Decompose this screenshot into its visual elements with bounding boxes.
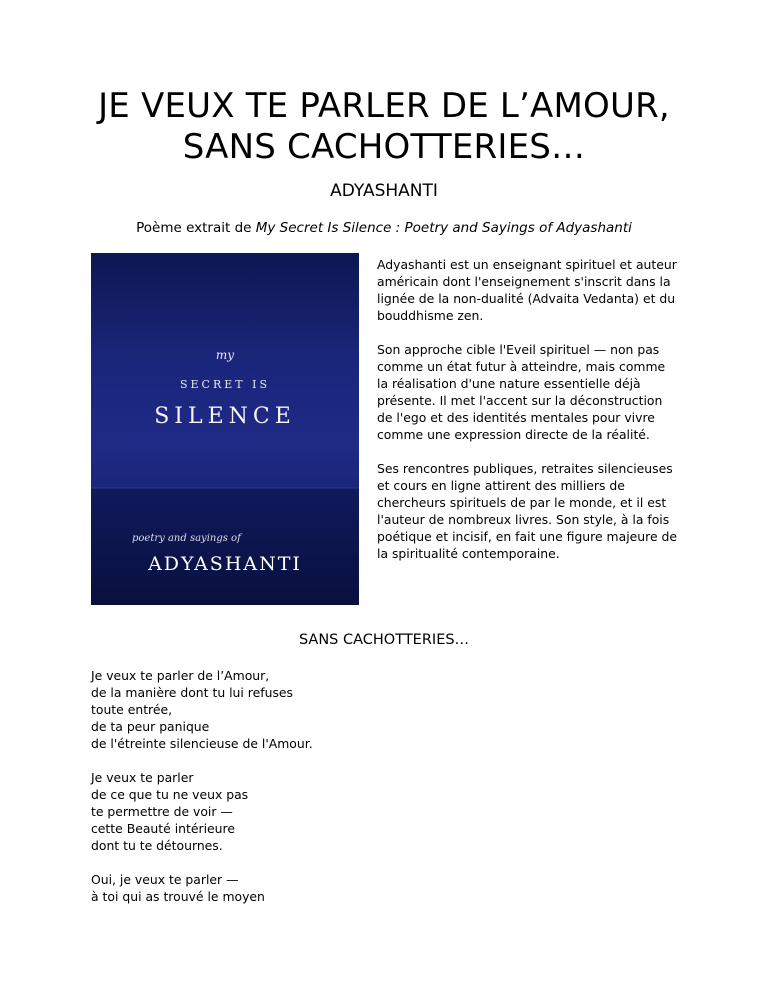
crescent-moon-icon [296, 292, 321, 325]
book-cover-image [91, 253, 359, 605]
book-title: My Secret Is Silence : Poetry and Sayings of Adyashanti [255, 220, 632, 236]
poem-stanza-1 [91, 667, 491, 752]
author-bio [377, 256, 677, 579]
poem-line: Oui, je veux te parler — [91, 872, 239, 887]
poem-line: toute entrée, [91, 702, 173, 717]
poem-line: de ce que tu ne veux pas [91, 787, 249, 802]
source-prefix: Poème extrait de [136, 220, 256, 236]
cover-silence: SILENCE [154, 404, 296, 429]
poem-stanza-3 [91, 871, 491, 905]
cover-sea [91, 488, 359, 605]
poem-line: Je veux te parler de l’Amour, [91, 668, 270, 683]
poem-line: à toi qui as trouvé le moyen [91, 889, 265, 904]
poem-line: dont tu te détournes. [91, 838, 223, 853]
bio-paragraph-3: Ses rencontres publiques, retraites silencieuses et cours en ligne attirent des milliers de chercheurs spirituels de par le monde, et il est l'auteur de nombreux livres. Son style, à la fois poétique et incisif, en fait une figure majeure de la spiritualité contemporaine. [377, 461, 677, 561]
poem-line: de ta peur panique [91, 719, 210, 734]
poem-line: de la manière dont tu lui refuses [91, 685, 293, 700]
cover-my: my [215, 348, 235, 362]
poem-line: de l'étreinte silencieuse de l'Amour. [91, 736, 313, 751]
title-line-1: JE VEUX TE PARLER DE L’AMOUR, [98, 86, 670, 126]
bio-paragraph-2: Son approche cible l'Eveil spirituel — non pas comme un état futur à atteindre, mais comme la réalisation d'une nature essentielle déjà présente. Il met l'accent sur la déconstruction de l'ego et des identités mentales pour vivre comme une expression directe de la réalité. [377, 342, 666, 442]
title-line-2: SANS CACHOTTERIES… [182, 127, 586, 167]
source-line [0, 219, 768, 237]
page-title [0, 86, 768, 168]
cover-poetry-and-sayings: poetry and sayings of [132, 533, 241, 544]
bio-paragraph-1: Adyashanti est un enseignant spirituel et auteur américain dont l'enseignement s'inscrit dans la lignée de la non-dualité (Advaita Vedanta) et du bouddhisme zen. [377, 257, 677, 323]
poem-line: Je veux te parler [91, 770, 194, 785]
cover-author: ADYASHANTI [148, 553, 302, 575]
poem-stanza-2 [91, 769, 491, 854]
poem [91, 667, 491, 922]
cover-secret-is: SECRET IS [179, 378, 270, 391]
poem-line: te permettre de voir — [91, 804, 233, 819]
author-name: ADYASHANTI [330, 181, 438, 201]
poem-title: SANS CACHOTTERIES… [298, 632, 470, 648]
poem-line: cette Beauté intérieure [91, 821, 235, 836]
